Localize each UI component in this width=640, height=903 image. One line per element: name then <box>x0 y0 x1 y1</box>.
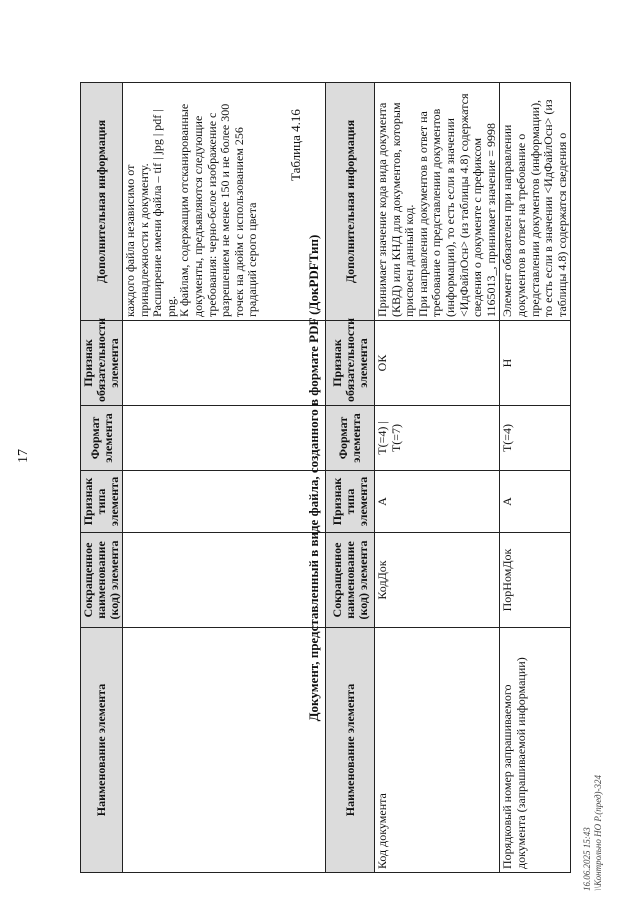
cell-type: А <box>500 471 571 533</box>
header-name: Наименование элемента <box>81 628 123 873</box>
header-type: Признак типа элемента <box>326 471 375 533</box>
table-caption: Документ, представленный в виде файла, созданного в формате PDF (ДокPDFТип) <box>306 234 321 722</box>
side-note <box>582 711 604 891</box>
cell-format: T(=4) | T(=7) <box>375 406 500 471</box>
header-format: Формат элемента <box>326 406 375 471</box>
header-code: Сокращенное наименование (код) элемента <box>326 533 375 628</box>
cell-empty <box>123 321 326 406</box>
cell-required: Н <box>500 321 571 406</box>
table-row <box>375 83 500 873</box>
header-code: Сокращенное наименование (код) элемента <box>81 533 123 628</box>
table-row <box>123 83 326 873</box>
cell-name: Порядковый номер запрашиваемого документа (запрашиваемой информации) <box>500 628 571 873</box>
table-row <box>500 83 571 873</box>
header-name: Наименование элемента <box>326 628 375 873</box>
cell-code: ПорНомДок <box>500 533 571 628</box>
info-line: каждого файла независимо от принадлежности к документу. <box>123 163 151 317</box>
side-note-line: 16.06.2025 15:43 <box>582 827 592 891</box>
cell-empty <box>123 533 326 628</box>
table-top-header-row <box>81 83 123 873</box>
info-line: Принимает значение кода вида документа (КВД) или КНД для документов, которым присвоен данный код. <box>375 102 417 317</box>
info-line: К файлам, содержащим отсканированные документы, предъявляются следующие требования: черно-белое изображение с разрешением не менее 150 и не более 300 точек на дюйм с использованием 256 градаций серого цвета <box>177 103 260 317</box>
info-line: Элемент обязателен при направлении документов в ответ на требование о представлении документов (информации), то есть если в значении <ИдФайлОсн> (из таблицы 4.8) содержатся сведения о <box>500 99 569 317</box>
cell-type: А <box>375 471 500 533</box>
header-info: Дополнительная информация <box>81 83 123 321</box>
info-line: Расширение имени файла – tif | jpg | pdf | png. <box>150 109 178 317</box>
cell-required: ОК <box>375 321 500 406</box>
header-info: Дополнительная информация <box>326 83 375 321</box>
cell-format: T(=4) <box>500 406 571 471</box>
page-number: 17 <box>16 449 31 463</box>
header-required: Признак обязательности элемента <box>81 321 123 406</box>
header-type: Признак типа элемента <box>81 471 123 533</box>
cell-empty <box>123 406 326 471</box>
header-format: Формат элемента <box>81 406 123 471</box>
cell-empty <box>123 628 326 873</box>
table-main-header-row <box>326 83 375 873</box>
info-line: При направлении документов в ответ на требование о представлении документов (информации), то есть если в значении <ИдФайлОсн> (из таблицы 4.8) содержатся сведения о документе с префиксом 1165013_, принимает значение = 9998 <box>415 93 498 317</box>
cell-code: КодДок <box>375 533 500 628</box>
cell-info <box>500 83 571 321</box>
side-note-line: \\Контрольно НО Р.(пред)-324 <box>593 774 603 891</box>
header-required: Признак обязательности элемента <box>326 321 375 406</box>
cell-empty <box>123 471 326 533</box>
cell-info <box>375 83 500 321</box>
table-top <box>80 82 326 873</box>
table-main <box>325 82 571 873</box>
table-number: Таблица 4.16 <box>288 109 303 181</box>
cell-name: Код документа <box>375 628 500 873</box>
